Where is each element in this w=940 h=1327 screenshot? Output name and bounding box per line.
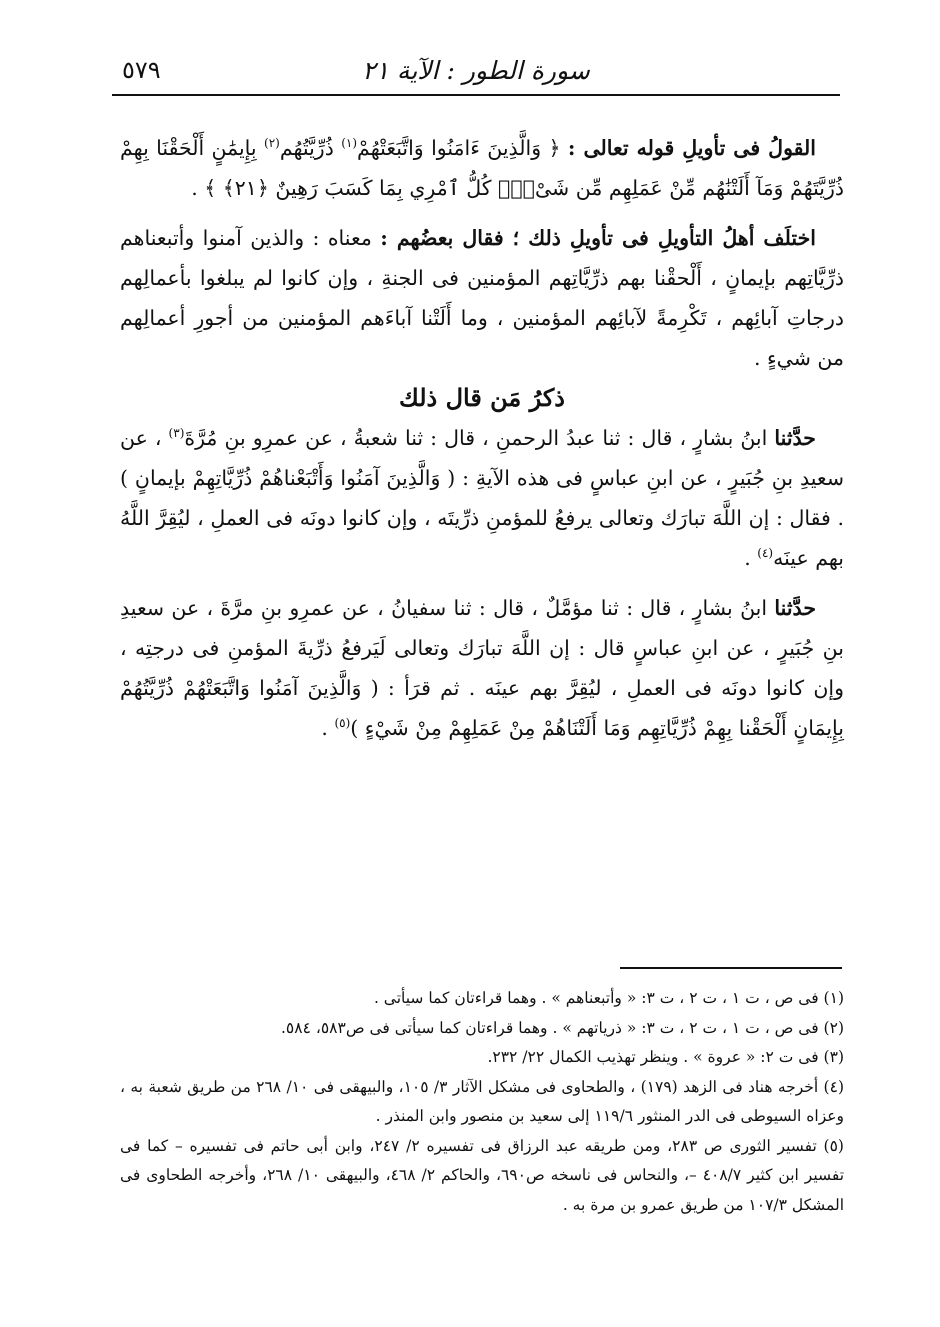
paragraph-narration bbox=[120, 418, 844, 578]
narration-lead: حدَّثنا bbox=[774, 426, 816, 450]
quran-verse-part: بِإِيمَٰنٍ أَلْحَقْنَا بِهِمْ ذُرِّيَّتَهُمْ وَمَآ أَلَتْنَٰهُم مِّنْ عَمَلِهِم مِّن شَىْءٍۚ كُلُّ ٱمْرِي بِمَا كَسَبَ رَهِينٌ ﴿٢١﴾ ﴾ . bbox=[120, 136, 844, 200]
footnote-ref: (٥) bbox=[334, 716, 351, 731]
paragraph-narration bbox=[120, 588, 844, 748]
narration-end: . bbox=[744, 546, 758, 570]
footnote: (٥) تفسير الثورى ص ٢٨٣، ومن طريقه عبد الرزاق فى تفسيره ٢/ ٢٤٧، وابن أبى حاتم فى تفسيره – كما فى تفسير ابن كثير ٤٠٨/٧ –، والنحاس فى ناسخه ص٦٩٠، والحاكم ٢/ ٤٦٨، والبيهقى ١٠/ ٢٦٨، وأخرجه الطحاوى فى المشكل ١٠٧/٣ من طريق عمرو بن مرة به . bbox=[120, 1136, 845, 1214]
footnotes bbox=[120, 984, 844, 1220]
paragraph-text: معناه : والذين آمنوا وأتبعناهم ذرِّيَّاتِهم بإيمانٍ ، أَلْحقْنا بهم ذرِّيَّاتِهم المؤمنين فى الجنةِ ، وإن كانوا لم يبلغوا بأعمالِهم درجاتِ آبائِهم ، تَكْرِمةً لآبائِهم المؤمنين ، وما أَلَتْنا آباءَهم المؤمنين من أجورِ أعمالِهم من شيءٍ . bbox=[120, 226, 844, 370]
main-text bbox=[120, 128, 844, 748]
footnote: (٢) فى ص ، ت ١ ، ت ٢ ، ت ٣: « ذرياتهم » . وهما قراءتان كما سيأتى فى ص٥٨٣، ٥٨٤. bbox=[280, 1018, 844, 1037]
page-header bbox=[112, 52, 840, 96]
page-number: ٥٧٩ bbox=[122, 56, 161, 84]
footnote: (١) فى ص ، ت ١ ، ت ٢ ، ت ٣: « وأتبعناهم » . وهما قراءتان كما سيأتى . bbox=[373, 989, 844, 1007]
narration-end: . bbox=[321, 716, 335, 740]
paragraph-lead: اختلَف أهلُ التأويلِ فى تأويلِ ذلك ؛ فقال بعضُهم : bbox=[380, 226, 816, 250]
section-heading: ذكرُ مَن قال ذلك bbox=[399, 383, 565, 412]
quran-verse-part: ﴿ وَالَّذِينَ ءَامَنُوا وَاتَّبَعَتْهُمْ bbox=[357, 136, 561, 160]
paragraph-interpretation bbox=[120, 218, 844, 378]
quran-verse-part: ذُرِّيَّتُهُم bbox=[279, 136, 334, 160]
running-title: سورة الطور : الآية ٢١ bbox=[362, 56, 590, 85]
footnote: (٣) فى ت ٢: « عروة » . وينظر تهذيب الكمال ٢٢/ ٢٣٢. bbox=[487, 1048, 844, 1066]
paragraph-verse bbox=[120, 128, 844, 208]
footnote-ref: (٢) bbox=[264, 136, 280, 151]
footnote-ref: (١) bbox=[341, 136, 358, 151]
narration-lead: حدَّثنا bbox=[774, 596, 816, 620]
narration-text: ابنُ بشارٍ ، قال : ثنا مؤمَّلٌ ، قال : ثنا سفيانُ ، عن عمرِو بنِ مرَّةَ ، عن سعيدِ بنِ جُبَيرٍ ، عن ابنِ عباسٍ قال : إن اللَّهَ تبارَك وتعالى لَيَرفعُ ذرِّيةَ المؤمنِ فى درجتِه ، وإن كانوا دونَه فى العملِ ، ليُقِرَّ بهم عينَه . ثم قرَأ : ( وَالَّذِينَ آمَنُوا وَاتَّبَعَتْهُمْ ذُرِّيَّتُهُمْ بِإِيمَانٍ أَلْحَقْنا بِهِمْ ذُرِّيَّاتِهِم وَمَا أَلَتْنَاهُمْ مِنْ عَمَلِهِمْ مِنْ شَيْءٍ ) bbox=[120, 596, 844, 740]
footnote: (٤) أخرجه هناد فى الزهد (١٧٩) ، والطحاوى فى مشكل الآثار ٣/ ١٠٥، والبيهقى فى ١٠/ ٢٦٨ من طريق شعبة به ، وعزاه السيوطى فى الدر المنثور ١١٩/٦ إلى سعيد بن منصور وابن المنذر . bbox=[120, 1077, 844, 1125]
footnote-ref: (٤) bbox=[757, 546, 774, 561]
footnote-divider bbox=[620, 967, 842, 969]
narration-text: ، عن سعيدِ بنِ جُبَيرٍ ، عن ابنِ عباسٍ فى هذه الآيةِ : ( وَالَّذِينَ آمَنُوا وَأَتْبَعْناهُمْ ذُرِّيَّاتِهِمْ بإيمانٍ ) . فقال : إن اللَّهَ تبارَك وتعالى يرفعُ للمؤمنِ ذرِّيتَه ، وإن كانوا دونَه فى العملِ ، ليُقِرَّ اللَّهُ بهم عينَه bbox=[120, 426, 844, 570]
paragraph-lead: القولُ فى تأويلِ قوله تعالى : bbox=[567, 136, 816, 160]
footnote-ref: (٣) bbox=[168, 426, 185, 441]
narration-text: ابنُ بشارٍ ، قال : ثنا عبدُ الرحمنِ ، قال : ثنا شعبةُ ، عن عمرِو بنِ مُرَّةَ bbox=[184, 426, 768, 450]
